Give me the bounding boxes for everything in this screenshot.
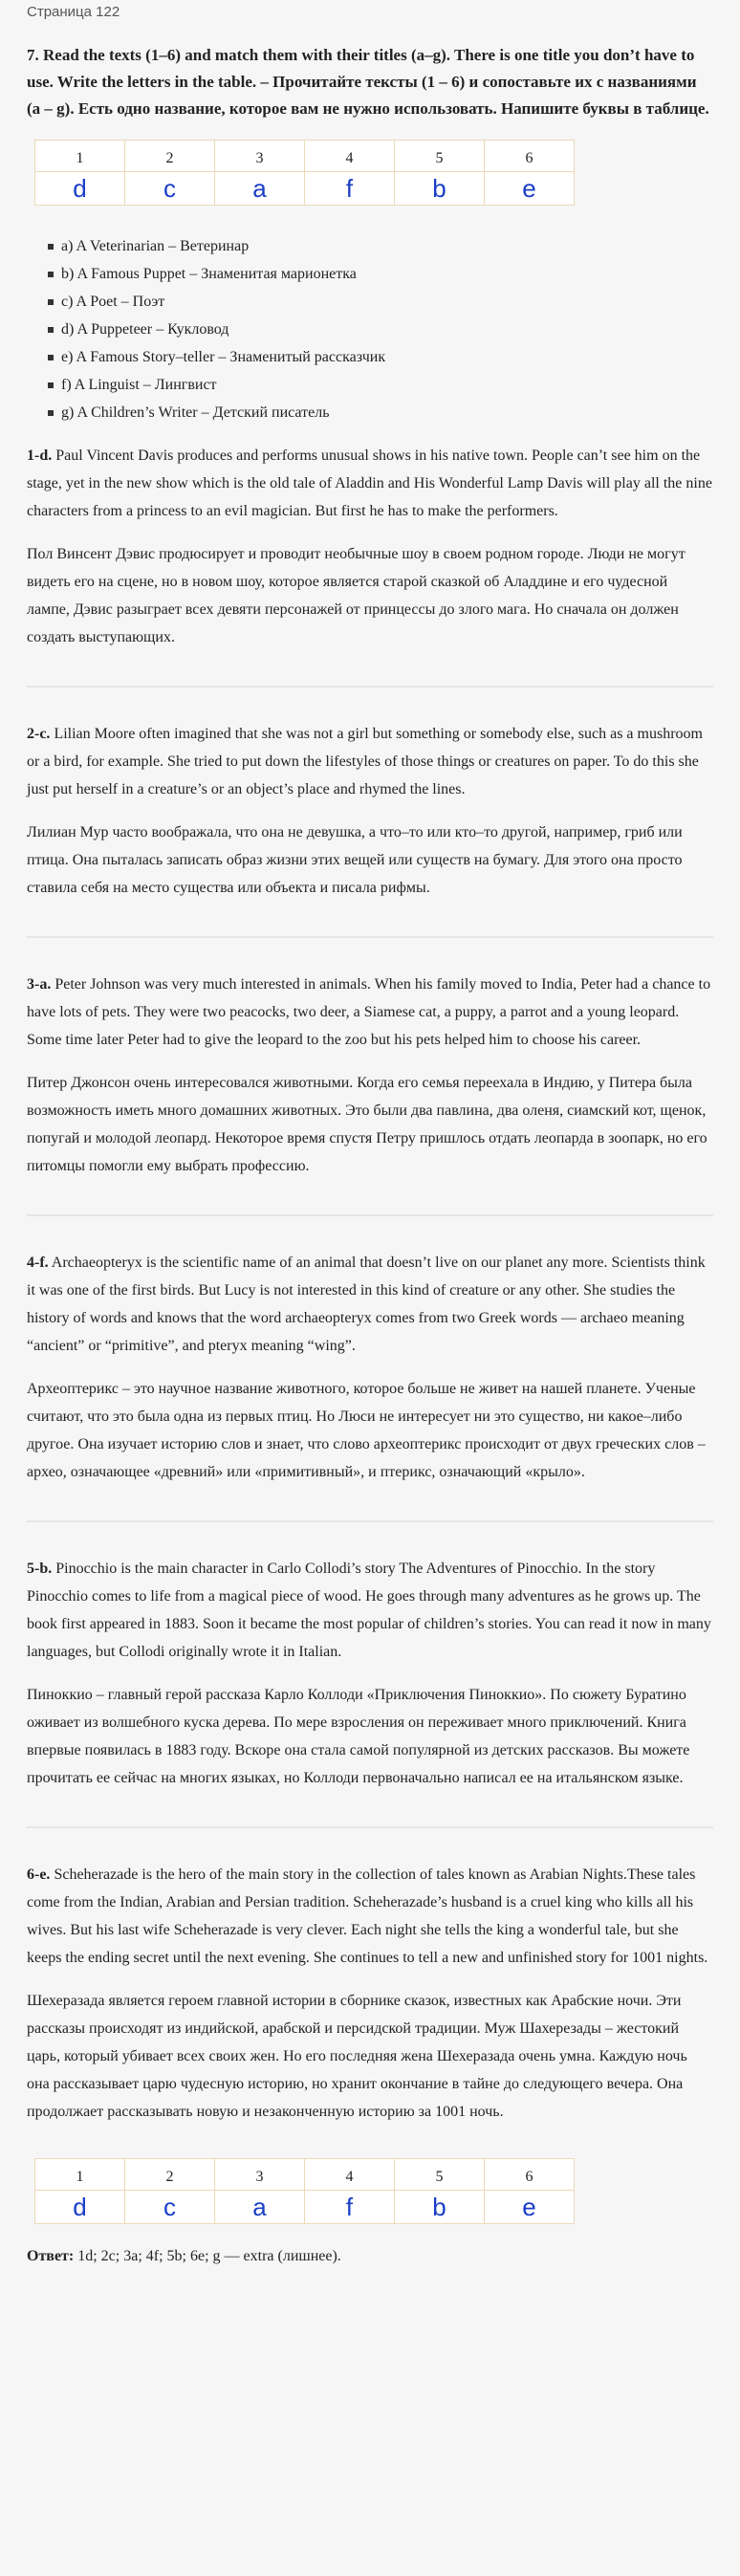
answer-letter-cell: f bbox=[305, 172, 395, 206]
answer-number-cell: 3 bbox=[215, 2159, 305, 2191]
answer-table-numbers-row bbox=[35, 141, 575, 172]
english-text: Paul Vincent Davis produces and performs unusual shows in his native town. People can’t see him on the stage, yet in the new show which is the old tale of Aladdin and His Wonderful Lamp Davis will play all the nine characters from a princess to an evil magician. But first he has to make the performers. bbox=[27, 448, 712, 519]
russian-text: Археоптерикс – это научное название животного, которое больше не живет на нашей планете. Ученые считают, что это была одна из первых птиц. Но Люси не интересует ни это существо, ни какое–либо другое. Она изучает историю слов и знает, что слово археоптерикс происходит от двух греческих слов – археo, означающее «древний» или «примитивный», и птерикс, означающий «крыло». bbox=[27, 1381, 706, 1480]
section-label: 2-c. bbox=[27, 726, 51, 742]
answer-number-cell: 3 bbox=[215, 141, 305, 172]
section-divider bbox=[27, 686, 713, 688]
text-section-3 bbox=[27, 971, 713, 1180]
russian-text: Пиноккио – главный герой рассказа Карло Коллоди «Приключения Пиноккио». По сюжету Буратино оживает из волшебного куска дерева. По мере взросления он переживает много приключений. Книга впервые появилась в 1883 году. Вскоре она стала самой популярной из детских рассказов. Вы можете прочитать ее сейчас на многих языках, но Коллоди первоначально написал ее на итальянском языке. bbox=[27, 1687, 690, 1786]
answer-letter-cell: f bbox=[305, 2191, 395, 2224]
russian-text: Пол Винсент Дэвис продюсирует и проводит необычные шоу в своем родном городе. Люди не могут видеть его на сцене, но в новом шоу, которое является старой сказкой об Аладдине и его чудесной лампе, Дэвис разыграет всех девяти персонажей от принцессы до злого мага. Но сначала он должен создать выступающих. bbox=[27, 546, 686, 645]
section-divider bbox=[27, 1826, 713, 1828]
answer-number-cell: 6 bbox=[485, 141, 575, 172]
title-item: f) A Linguist – Лингвист bbox=[48, 371, 713, 399]
section-label: 3-a. bbox=[27, 976, 52, 993]
section-label: 6-e. bbox=[27, 1867, 51, 1883]
text-section-5 bbox=[27, 1555, 713, 1792]
english-text: Peter Johnson was very much interested in animals. When his family moved to India, Peter had a chance to have lots of pets. They were two peacocks, two deer, a Siamese cat, a puppy, a parrot and a young leopard. Some time later Peter had to give the leopard to the zoo but his pets helped him to choose his career. bbox=[27, 976, 711, 1048]
final-answer bbox=[27, 2243, 713, 2270]
text-section-4 bbox=[27, 1249, 713, 1486]
answer-number-cell: 4 bbox=[305, 2159, 395, 2191]
answer-table-numbers-row bbox=[35, 2159, 575, 2191]
answer-letter-cell: c bbox=[125, 172, 215, 206]
section-label: 1-d. bbox=[27, 448, 53, 464]
final-answer-text: 1d; 2c; 3a; 4f; 5b; 6e; g — extra (лишнее). bbox=[74, 2248, 341, 2264]
english-text: Pinocchio is the main character in Carlo Collodi’s story The Adventures of Pinocchio. In the story Pinocchio comes to life from a magical piece of wood. He goes through many adventures as he grows up. The book first appeared in 1883. Soon it became the most popular of children’s stories. You can read it now in many languages, but Collodi originally wrote it in Italian. bbox=[27, 1561, 711, 1660]
section-divider bbox=[27, 1214, 713, 1216]
english-text: Scheherazade is the hero of the main story in the collection of tales known as Arabian Nights.These tales come from the Indian, Arabian and Persian tradition. Scheherazade’s husband is a cruel king who kills all his wives. But his last wife Scheherazade is very clever. Each night she tells the king a wonderful tale, but she keeps the ending secret until the next evening. She continues to tell a new and unfinished story for 1001 nights. bbox=[27, 1867, 708, 1966]
section-label: 5-b. bbox=[27, 1561, 53, 1577]
answer-letter-cell: d bbox=[35, 172, 125, 206]
answer-letter-cell: c bbox=[125, 2191, 215, 2224]
answer-table bbox=[34, 140, 575, 206]
answer-number-cell: 6 bbox=[485, 2159, 575, 2191]
title-item: a) A Veterinarian – Ветеринар bbox=[48, 232, 713, 260]
section-divider bbox=[27, 936, 713, 938]
title-item: d) A Puppeteer – Кукловод bbox=[48, 316, 713, 343]
russian-text: Питер Джонсон очень интересовался животными. Когда его семья переехала в Индию, у Питера была возможность иметь много домашних животных. Это были два павлина, два оленя, сиамский кот, щенок, попугай и молодой леопард. Некоторое время спустя Петру пришлось отдать леопарда в зоопарк, но его питомцы помогли ему выбрать профессию. bbox=[27, 1075, 707, 1174]
text-section-6 bbox=[27, 1861, 713, 2126]
answer-letter-cell: e bbox=[485, 172, 575, 206]
russian-text: Шехеразада является героем главной истории в сборнике сказок, известных как Арабские ночи. Эти рассказы происходят из индийской, арабской и персидской традиции. Муж Шахерезады – жестокий царь, который убивает всех своих жен. Но его последняя жена Шехеразада очень умна. Каждую ночь она рассказывает царю чудесную историю, но хранит окончание в тайне до следующего вечера. Она продолжает рассказывать новую и незаконченную историю за 1001 ночь. bbox=[27, 1993, 687, 2120]
answer-table-bottom bbox=[34, 2158, 575, 2224]
answer-number-cell: 5 bbox=[395, 141, 485, 172]
task-instruction: 7. Read the texts (1–6) and match them with their titles (a–g). There is one title you don’t have to use. Write the letters in the table. – Прочитайте тексты (1 – 6) и сопоставьте их с названиями (a – g). Есть одно название, которое вам не нужно использовать. Напишите буквы в таблице. bbox=[27, 46, 709, 118]
answer-letter-cell: b bbox=[395, 172, 485, 206]
answer-number-cell: 5 bbox=[395, 2159, 485, 2191]
titles-list bbox=[27, 232, 713, 426]
answer-number-cell: 4 bbox=[305, 141, 395, 172]
answer-letter-cell: e bbox=[485, 2191, 575, 2224]
title-item: b) A Famous Puppet – Знаменитая марионетка bbox=[48, 260, 713, 288]
english-text: Lilian Moore often imagined that she was not a girl but something or somebody else, such as a mushroom or a bird, for example. She tried to put down the lifestyles of those things or creatures on paper. To do this she just put herself in a creature’s or an object’s place and rhymed the lines. bbox=[27, 726, 703, 797]
page-number-header: Страница 122 bbox=[27, 4, 120, 20]
answer-table-letters-row bbox=[35, 2191, 575, 2224]
answer-letter-cell: b bbox=[395, 2191, 485, 2224]
title-item: e) A Famous Story–teller – Знаменитый рассказчик bbox=[48, 343, 713, 371]
answer-letter-cell: d bbox=[35, 2191, 125, 2224]
english-text: Archaeopteryx is the scientific name of an animal that doesn’t live on our planet any more. Scientists think it was one of the first birds. But Lucy is not interested in this kind of creature or any other. She studies the history of words and knows that the word archaeopteryx comes from two Greek words — archaeo meaning “ancient” or “primitive”, and pteryx meaning “wing”. bbox=[27, 1255, 706, 1354]
answer-number-cell: 1 bbox=[35, 141, 125, 172]
title-item: g) A Children’s Writer – Детский писатель bbox=[48, 399, 713, 426]
final-answer-label: Ответ: bbox=[27, 2248, 75, 2264]
section-label: 4-f. bbox=[27, 1255, 49, 1271]
title-item: c) A Poet – Поэт bbox=[48, 288, 713, 316]
section-divider bbox=[27, 1520, 713, 1522]
answer-number-cell: 1 bbox=[35, 2159, 125, 2191]
answer-letter-cell: a bbox=[215, 172, 305, 206]
answer-table-letters-row bbox=[35, 172, 575, 206]
answer-number-cell: 2 bbox=[125, 141, 215, 172]
answer-number-cell: 2 bbox=[125, 2159, 215, 2191]
text-section-2 bbox=[27, 720, 713, 902]
answer-letter-cell: a bbox=[215, 2191, 305, 2224]
russian-text: Лилиан Мур часто воображала, что она не девушка, а что–то или кто–то другой, например, гриб или птица. Она пыталась записать образ жизни этих вещей или существ на бумагу. Для этого она просто ставила себя на место существа или объекта и писала рифмы. bbox=[27, 824, 683, 896]
text-section-1 bbox=[27, 442, 713, 651]
